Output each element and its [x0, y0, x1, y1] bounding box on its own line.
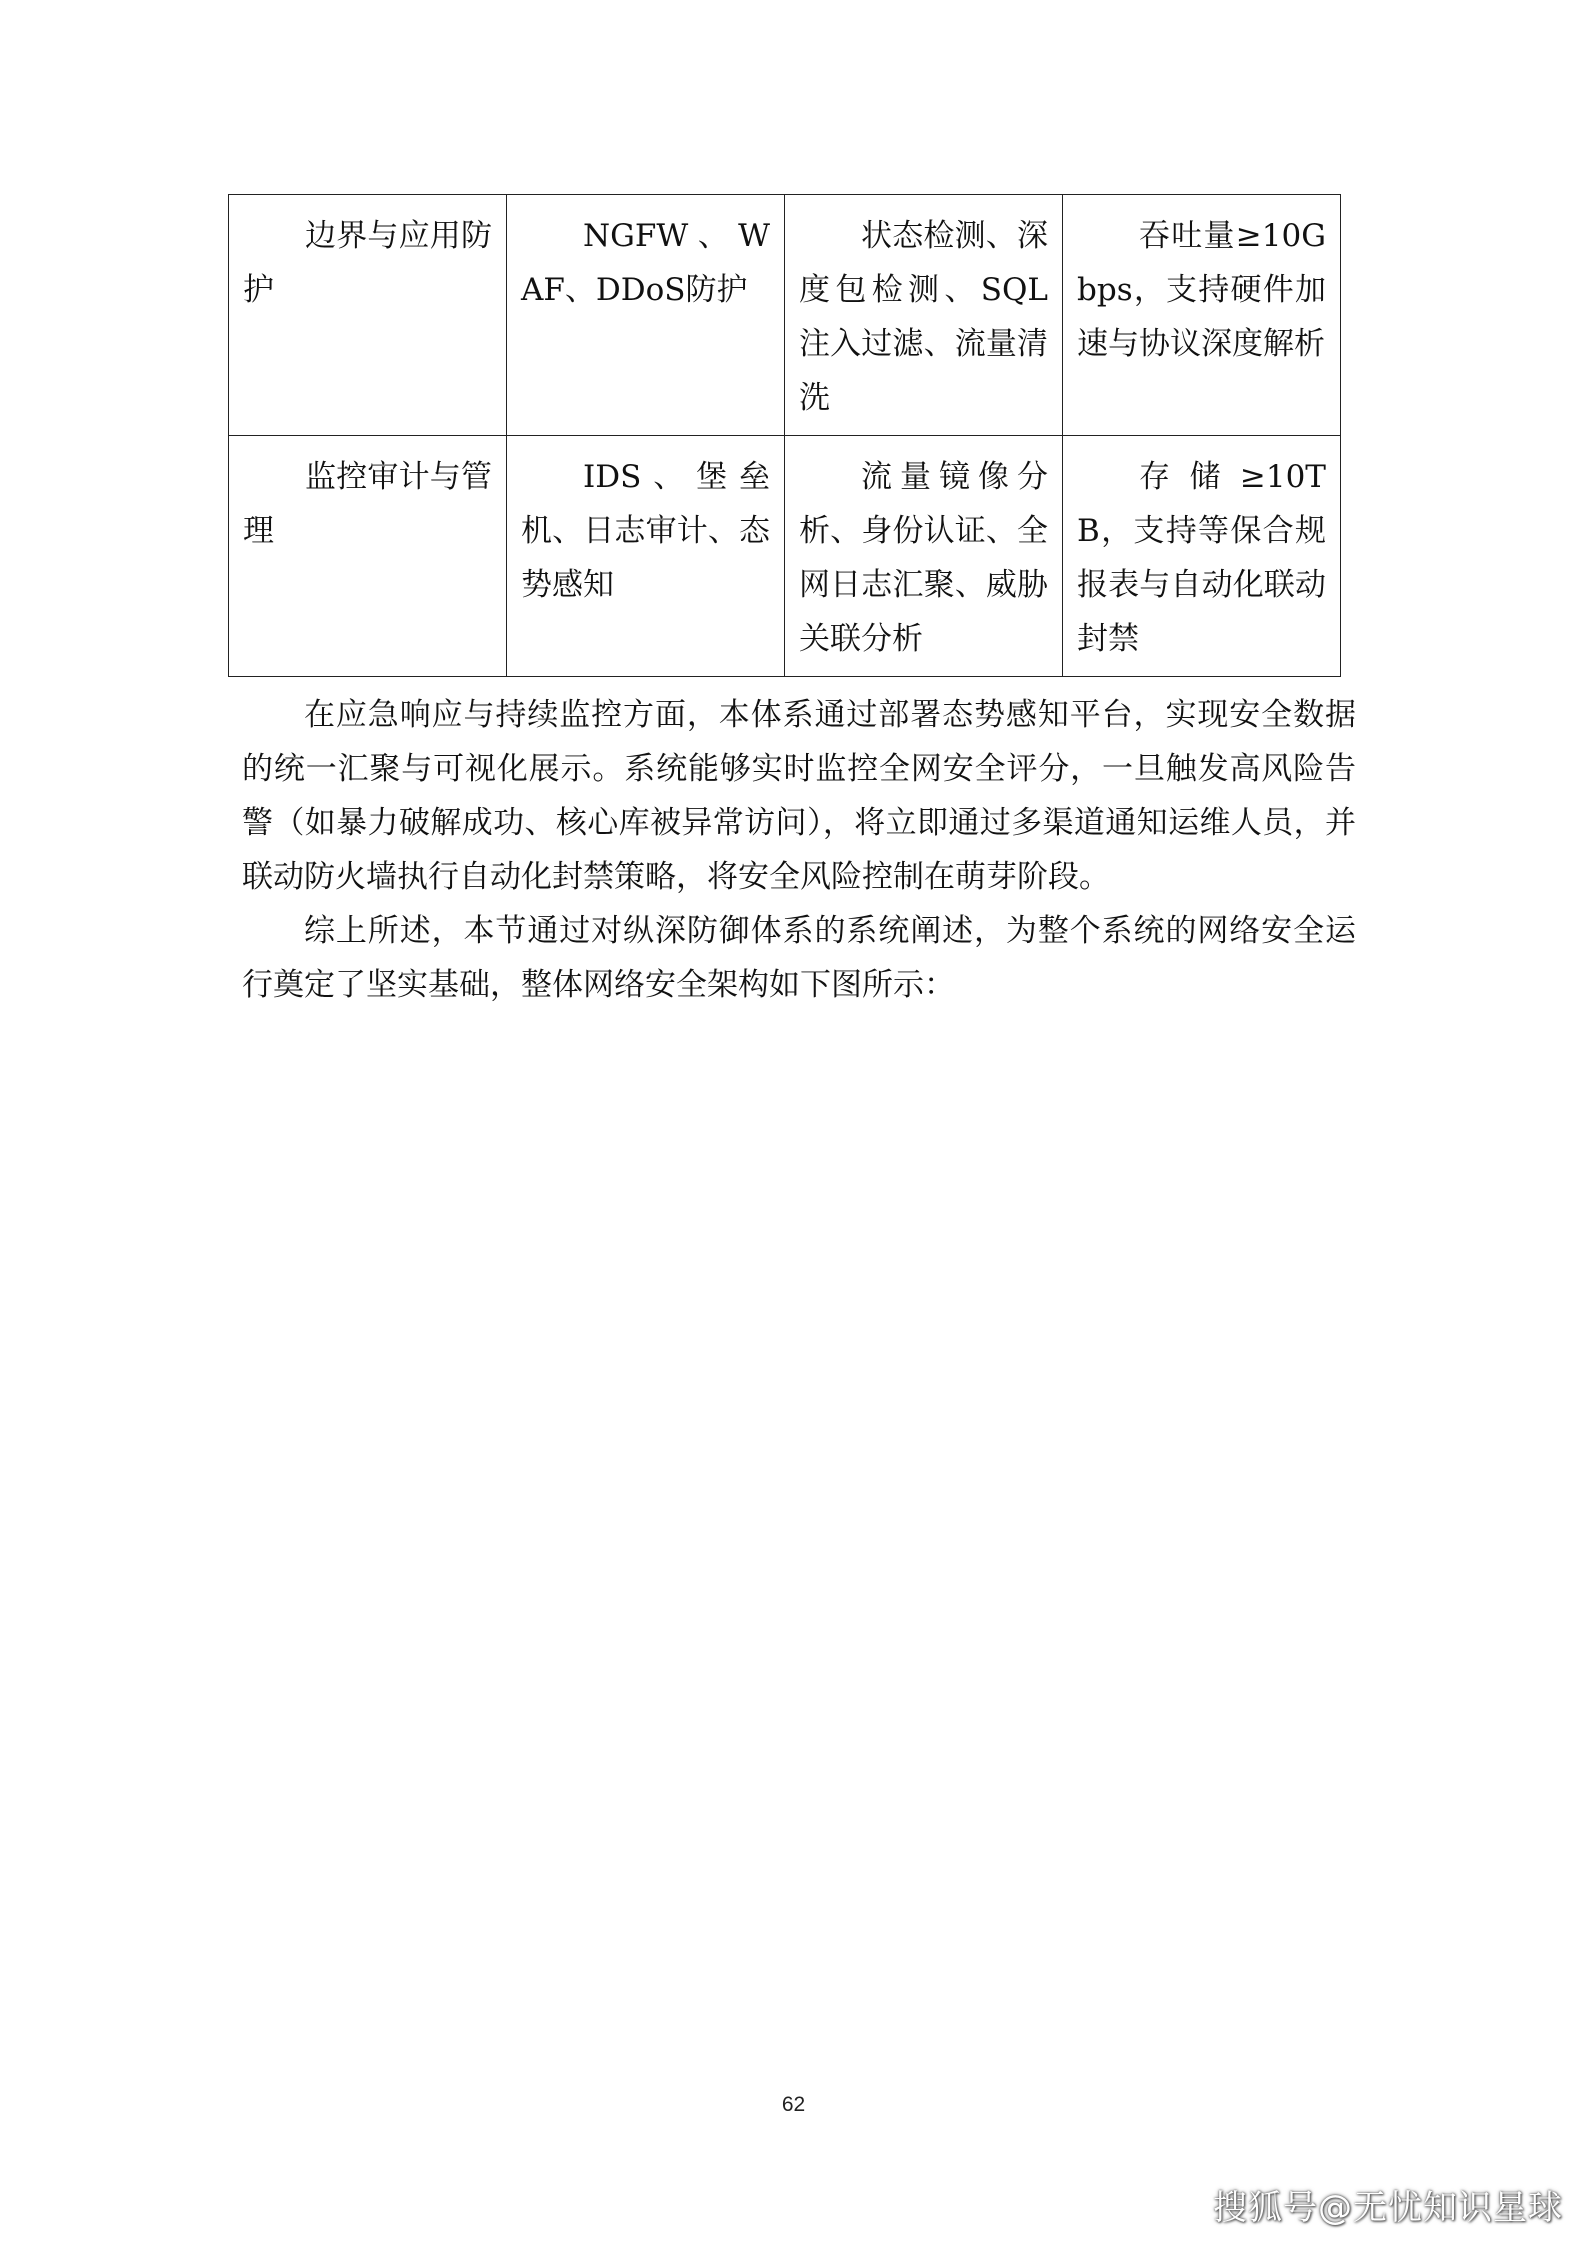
table-cell-performance: 吞吐量≥10Gbps，支持硬件加速与协议深度解析: [1063, 195, 1341, 436]
table-cell-devices: NGFW、WAF、DDoS防护: [507, 195, 785, 436]
body-paragraph-summary: 综上所述，本节通过对纵深防御体系的系统阐述，为整个系统的网络安全运行奠定了坚实基础，整体网络安全架构如下图所示：: [242, 913, 1356, 1003]
security-spec-table: [228, 194, 1341, 677]
page-number: 62: [781, 2093, 806, 2116]
table-cell-category: 边界与应用防护: [229, 195, 507, 436]
table-cell-category: 监控审计与管理: [229, 436, 507, 677]
table-cell-functions: 状态检测、深度包检测、SQL注入过滤、流量清洗: [785, 195, 1063, 436]
table-row: [229, 195, 1341, 436]
table-cell-functions: 流量镜像分析、身份认证、全网日志汇聚、威胁关联分析: [785, 436, 1063, 677]
table-row: [229, 436, 1341, 677]
body-paragraph-emergency-response: 在应急响应与持续监控方面，本体系通过部署态势感知平台，实现安全数据的统一汇聚与可视化展示。系统能够实时监控全网安全评分，一旦触发高风险告警（如暴力破解成功、核心库被异常访问），将立即通过多渠道通知运维人员，并联动防火墙执行自动化封禁策略，将安全风险控制在萌芽阶段。: [242, 697, 1356, 895]
watermark: 搜狐号@无忧知识星球: [1213, 2188, 1563, 2228]
table-cell-performance: 存储≥10TB，支持等保合规报表与自动化联动封禁: [1063, 436, 1341, 677]
table-cell-devices: IDS、堡垒机、日志审计、态势感知: [507, 436, 785, 677]
